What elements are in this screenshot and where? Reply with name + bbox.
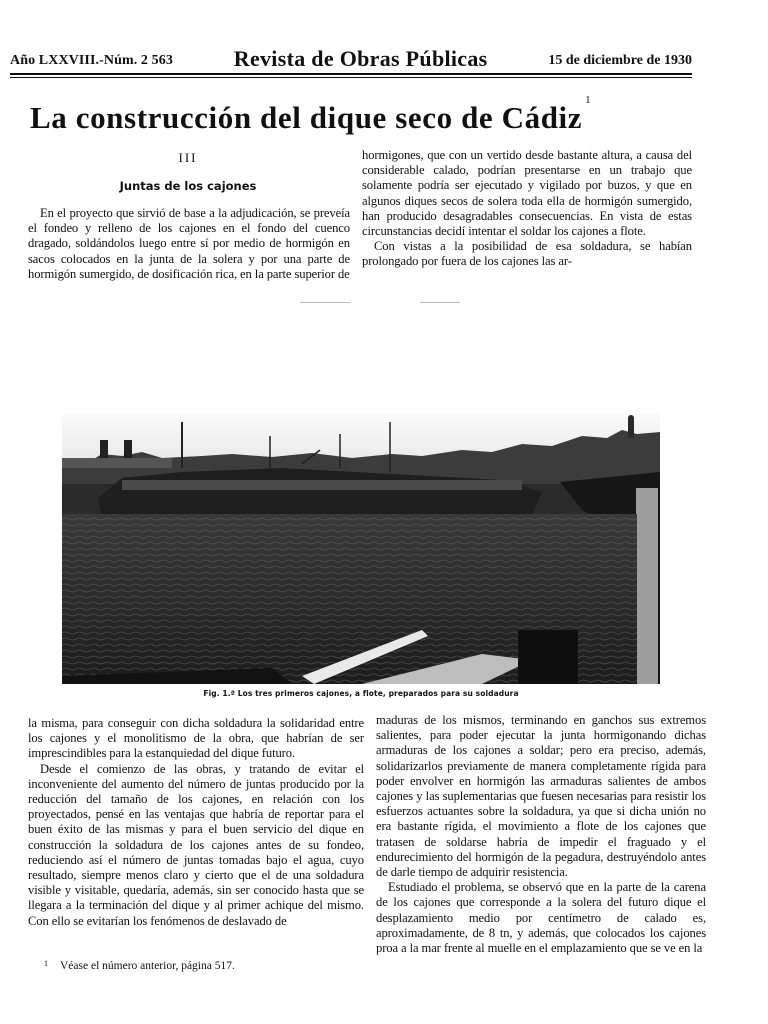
photo-illustration [62, 414, 660, 684]
column-bottom-left [28, 716, 364, 929]
issue-number: Año LXXVIII.-Núm. 2 563 [10, 53, 173, 68]
article-title-text: La construcción del dique seco de Cádiz [30, 100, 583, 135]
paragraph: En el proyecto que sirvió de base a la adjudicación, se preveía el fondeo y relleno de los cajones en el fondo del cuenco dragado, soldándolos luego entre sí por medio de hormigón en sacos colocados en la junta de la solera y por una parte de hormigón sumergido, de dosificación rica, en la parte superior de [28, 206, 350, 281]
article-title [30, 93, 690, 136]
masthead-rule-thin [10, 77, 692, 78]
paragraph: Desde el comienzo de las obras, y tratando de evitar el inconveniente del aumento del número de juntas producido por la reducción del tamaño de los cajones, en relación con los proyectados, pensé en las ventajas que habría de reportar para el buen éxito de las mismas y para el buen servicio del dique en construcción la soldadura de los cajones antes de su fondeo, reduciendo así el número de juntas tomadas bajo el agua, cuyo resultado, siempre menos claro y cierto que el de una soldadura visible y visitable, quedaría, además, sin ser conocido hasta que se llegara a la terminación del dique y al primer achique del mismo. Con ello se evitarían los fenómenos de deslavado de [28, 761, 364, 928]
fold-mark [300, 302, 350, 303]
paragraph: maduras de los mismos, terminando en ganchos sus extremos salientes, para poder ejecutar la junta hormigonando dichas armaduras de los cajones a soldar; pero era preciso, además, solidarizarlos previamente de manera completamente rígida para poder envolver en hormigón las armaduras salientes de ambos cajones y las suplementarias que fuesen necesarias para resistir los esfuerzos actuantes sobre la soldadura, ya que si dicha unión no era bastante rígida, el movimiento a flote de los cajones que tratasen de soldarse habría de impedir el fraguado y el endurecimiento del hormigón de la pegadura, destruyéndolo antes de darle tiempo de adquirir resistencia. [376, 713, 706, 880]
figure-caption: Fig. 1.ª Los tres primeros cajones, a flote, preparados para su soldadura [203, 689, 519, 698]
masthead-rule [10, 73, 692, 75]
footnote-ref: 1 [585, 93, 592, 106]
journal-title: Revista de Obras Públicas [233, 46, 488, 71]
section-number: III [178, 150, 198, 165]
paragraph: Con vistas a la posibilidad de esa soldadura, se habían prolongado por fuera de los cajones las ar- [362, 239, 692, 269]
column-bottom-right [376, 713, 706, 956]
footnote [44, 960, 364, 972]
fold-mark [420, 302, 460, 303]
masthead [10, 40, 692, 72]
paragraph: Estudiado el problema, se observó que en la parte de la carena de los cajones que corresponde a la solera del futuro dique el desplazamiento medio por centímetro de calado es, aproximadamente, de 8 tn, y además, que colocados los cajones proa a la mar frente al muelle en el emplazamiento que se ve en la [376, 880, 706, 956]
footnote-text: Véase el número anterior, página 517. [60, 960, 235, 972]
column-top-left [28, 206, 350, 282]
paragraph: la misma, para conseguir con dicha soldadura la solidaridad entre los cajones y el monolitismo de la obra, que habrían de ser imprescindibles para la estanquiedad del dique futuro. [28, 716, 364, 761]
harbor-photograph [62, 414, 660, 684]
issue-date: 15 de diciembre de 1930 [548, 53, 692, 68]
paragraph: hormigones, que con un vertido desde bastante altura, a causa del considerable calado, podrían presentarse en un trabajo que solamente podría ser ejecutado y vigilado por buzos, y que en algunos diques secos de solera toda ella de hormigón sumergido, han producido desagradables consecuencias. En vista de estas circunstancias decidí intentar el soldar los cajones a flote. [362, 148, 692, 239]
column-top-right [362, 148, 692, 270]
footnote-mark: 1 [44, 959, 48, 968]
section-heading: Juntas de los cajones [119, 179, 257, 193]
